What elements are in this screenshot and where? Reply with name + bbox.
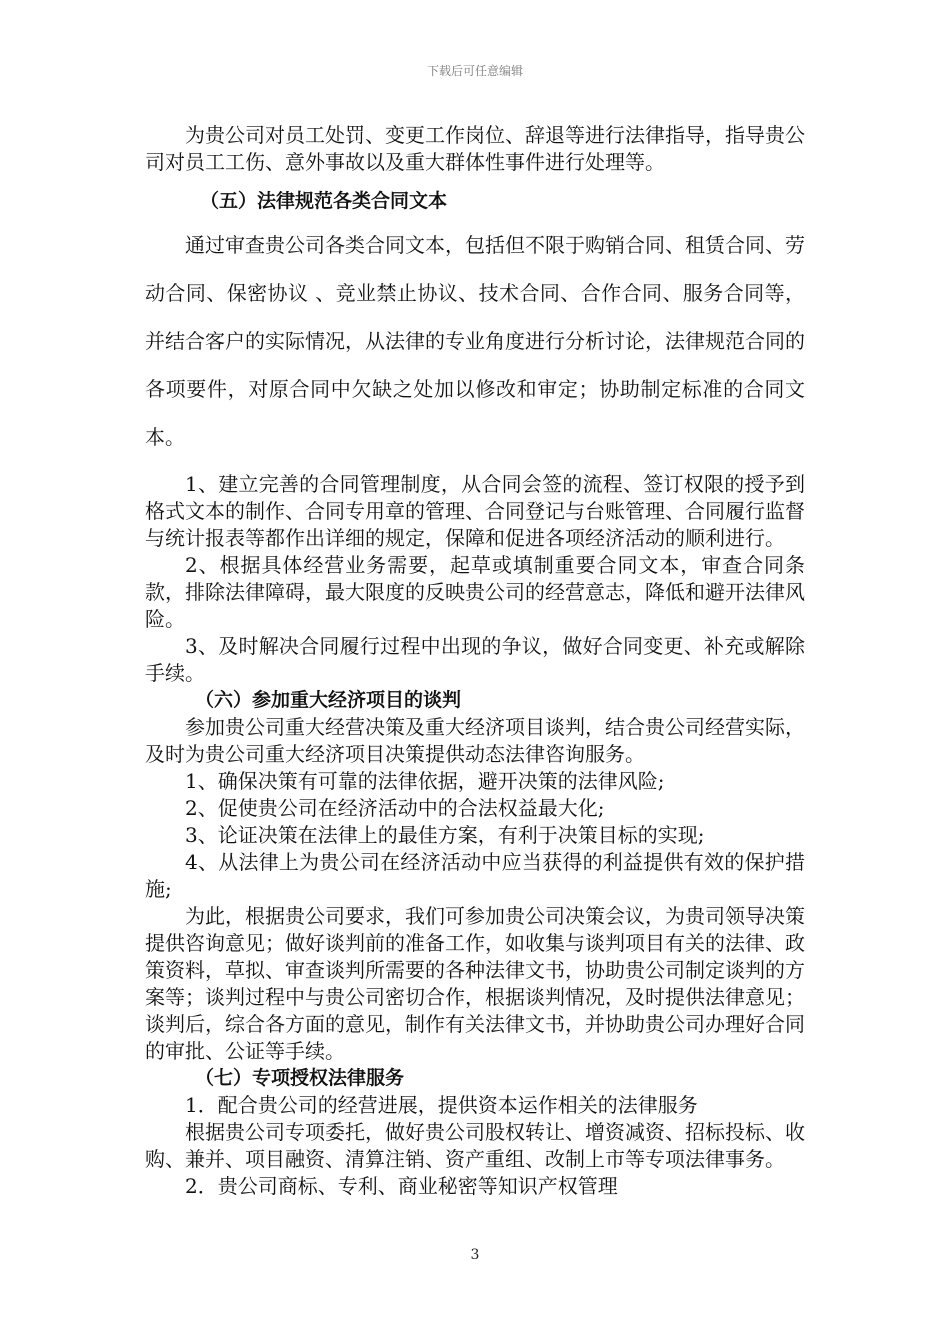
page-number: 3: [470, 1247, 480, 1263]
paragraph-6-1: 1、确保决策有可靠的法律依据，避开决策的法律风险;: [185, 769, 665, 793]
paragraph-5-2: 2、根据具体经营业务需要，起草或填制重要合同文本，审查合同条款，排除法律障碍，最大限度的反映贵公司的经营意志，降低和避开法律风险。: [145, 553, 805, 631]
paragraph-7-1b: 根据贵公司专项委托，做好贵公司股权转让、增资减资、招标投标、收购、兼并、项目融资、清算注销、资产重组、改制上市等专项法律事务。: [145, 1120, 805, 1171]
paragraph-6-intro: 参加贵公司重大经营决策及重大经济项目谈判，结合贵公司经营实际，及时为贵公司重大经济项目决策提供动态法律咨询服务。: [145, 715, 805, 766]
paragraph-7-1: 1．配合贵公司的经营进展，提供资本运作相关的法律服务: [185, 1093, 698, 1117]
paragraph-contracts: 通过审查贵公司各类合同文本，包括但不限于购销合同、租赁合同、劳动合同、保密协议 、竞业禁止协议、技术合同、合作合同、服务合同等，并结合客户的实际情况，从法律的专业角度进行分析讨论，法律规范合同的各项要件，对原合同中欠缺之处加以修改和审定；协助制定标准的合同文本。: [145, 233, 805, 449]
page-header: 下载后可任意编辑: [426, 64, 523, 78]
paragraph-6-2: 2、促使贵公司在经济活动中的合法权益最大化;: [185, 796, 605, 820]
section-heading-6: （六）参加重大经济项目的谈判: [195, 689, 462, 711]
document-body: [145, 122, 805, 1200]
paragraph-6-5: 为此，根据贵公司要求，我们可参加贵公司决策会议，为贵司领导决策提供咨询意见；做好谈判前的准备工作，如收集与谈判项目有关的法律、政策资料，草拟、审查谈判所需要的各种法律文书，协助贵公司制定谈判的方案等；谈判过程中与贵公司密切合作，根据谈判情况，及时提供法律意见；谈判后，综合各方面的意见，制作有关法律文书，并协助贵公司办理好合同的审批、公证等手续。: [145, 904, 805, 1063]
paragraph-7-2: 2．贵公司商标、专利、商业秘密等知识产权管理: [185, 1174, 618, 1198]
paragraph-6-3: 3、论证决策在法律上的最佳方案，有利于决策目标的实现;: [185, 823, 705, 847]
paragraph-5-1: 1、建立完善的合同管理制度，从合同会签的流程、签订权限的授予到格式文本的制作、合同专用章的管理、合同登记与台账管理、合同履行监督与统计报表等都作出详细的规定，保障和促进各项经济活动的顺利进行。: [145, 472, 805, 550]
section-heading-5: （五）法律规范各类合同文本: [200, 190, 448, 212]
paragraph-5-3: 3、及时解决合同履行过程中出现的争议，做好合同变更、补充或解除手续。: [145, 634, 805, 685]
paragraph-intro: 为贵公司对员工处罚、变更工作岗位、辞退等进行法律指导，指导贵公司对员工工伤、意外事故以及重大群体性事件进行处理等。: [145, 123, 805, 174]
section-heading-7: （七）专项授权法律服务: [195, 1067, 405, 1089]
paragraph-6-4: 4、从法律上为贵公司在经济活动中应当获得的利益提供有效的保护措施;: [145, 850, 805, 901]
